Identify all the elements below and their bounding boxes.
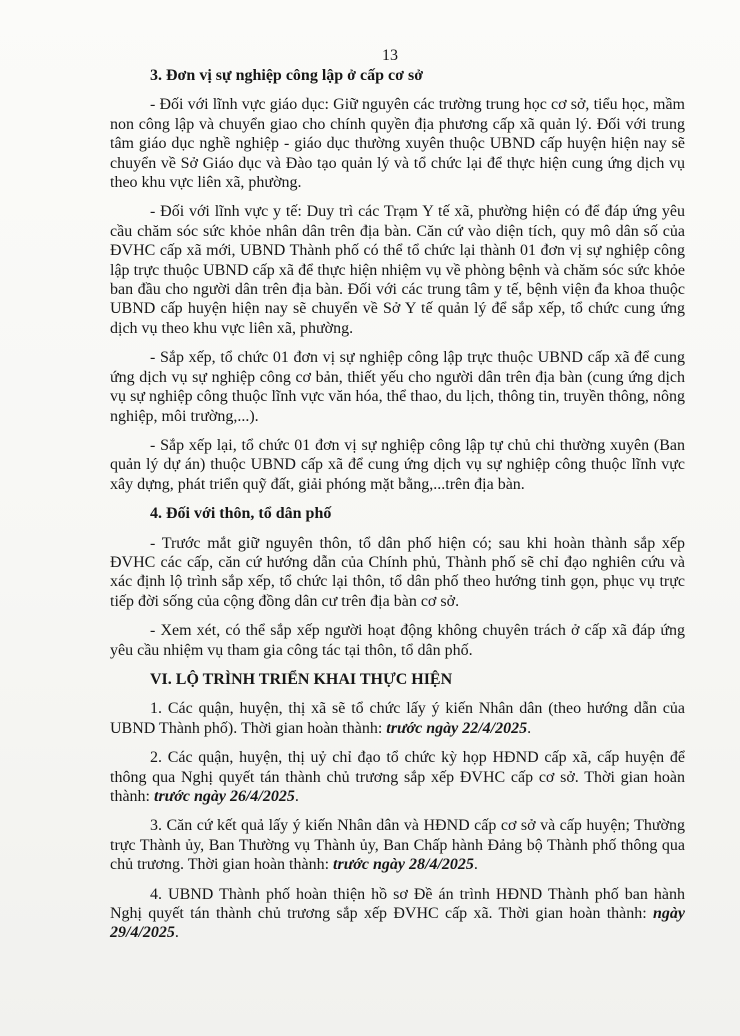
roadmap-item-4-end: . bbox=[174, 924, 179, 942]
section-3-paragraph-public-service: - Sắp xếp, tổ chức 01 đơn vị sự nghiệp công lập trực thuộc UBND cấp xã để cung ứng dịch vụ sự nghiệp công cơ bản, thiết yếu cho người dân trên địa bàn (cung ứng dịch vụ sự nghiệp công thuộc lĩnh vực văn hóa, thể thao, du lịch, thông tin, truyền thông, nông nghiệp, môi trường,...). bbox=[110, 349, 685, 425]
roadmap-item-1-end: . bbox=[527, 719, 532, 737]
roadmap-item-3 bbox=[110, 816, 685, 874]
document-body bbox=[110, 66, 685, 953]
section-3-paragraph-education: - Đối với lĩnh vực giáo dục: Giữ nguyên các trường trung học cơ sở, tiểu học, mầm non công lập và chuyển giao cho chính quyền địa phương cấp xã quản lý. Đối với trung tâm giáo dục nghề nghiệp - giáo dục thường xuyên thuộc UBND cấp huyện hiện nay sẽ chuyển về Sở Giáo dục và Đào tạo quản lý và tổ chức lại để thực hiện cung ứng dịch vụ theo khu vực liên xã, phường. bbox=[110, 96, 685, 192]
roadmap-item-4-deadline: ngày 29/4/2025 bbox=[110, 905, 685, 942]
page-number: 13 bbox=[382, 47, 398, 64]
roadmap-item-1-text: 1. Các quận, huyện, thị xã sẽ tổ chức lấy ý kiến Nhân dân (theo hướng dẫn của UBND Thành phố). Thời gian hoàn thành: bbox=[110, 700, 685, 737]
roadmap-item-4-text: 4. UBND Thành phố hoàn thiện hồ sơ Đề án trình HĐND Thành phố ban hành Nghị quyết tán thành chủ trương sắp xếp ĐVHC cấp xã. Thời gian hoàn thành: bbox=[110, 885, 685, 923]
section-3-paragraph-project-management: - Sắp xếp lại, tổ chức 01 đơn vị sự nghiệp công lập tự chủ chi thường xuyên (Ban quản lý dự án) thuộc UBND cấp xã để cung ứng dịch vụ sự nghiệp công thuộc lĩnh vực xây dựng, phát triển quỹ đất, giải phóng mặt bằng,...trên địa bàn. bbox=[110, 436, 685, 493]
section-4-paragraph-villages: - Trước mắt giữ nguyên thôn, tổ dân phố hiện có; sau khi hoàn thành sắp xếp ĐVHC các cấp, căn cứ hướng dẫn của Chính phủ, Thành phố sẽ chỉ đạo nghiên cứu và xác định lộ trình sắp xếp, tổ chức lại thôn, tổ dân phố theo hướng tinh gọn, phục vụ trực tiếp đời sống của cộng đồng dân cư trên địa bàn cơ sở. bbox=[110, 534, 685, 610]
section-3-heading: 3. Đơn vị sự nghiệp công lập ở cấp cơ sở bbox=[150, 67, 424, 84]
roadmap-item-4 bbox=[110, 885, 685, 943]
roadmap-item-1 bbox=[110, 699, 685, 738]
section-4-heading: 4. Đối với thôn, tổ dân phố bbox=[150, 505, 332, 523]
roadmap-item-3-end: . bbox=[473, 856, 478, 874]
section-4-paragraph-staff: - Xem xét, có thể sắp xếp người hoạt động không chuyên trách ở cấp xã đáp ứng yêu cầu nhiệm vụ tham gia công tác tại thôn, tổ dân phố. bbox=[110, 622, 685, 659]
roadmap-item-2-end: . bbox=[294, 788, 299, 805]
roadmap-item-3-text: 3. Căn cứ kết quả lấy ý kiến Nhân dân và HĐND cấp cơ sở và cấp huyện; Thường trực Thành ủy, Ban Thường vụ Thành ủy, Ban Chấp hành Đảng bộ Thành phố thông qua chủ trương. Thời gian hoàn thành: bbox=[110, 817, 685, 874]
roadmap-item-2 bbox=[110, 748, 685, 806]
roadmap-item-1-deadline: trước ngày 22/4/2025 bbox=[386, 719, 528, 737]
roadmap-item-3-deadline: trước ngày 28/4/2025 bbox=[333, 856, 474, 874]
roadmap-item-2-text: 2. Các quận, huyện, thị uỷ chỉ đạo tổ chức kỳ họp HĐND cấp xã, cấp huyện để thông qua Nghị quyết tán thành chủ trương sắp xếp ĐVHC cấp cơ sở. Thời gian hoàn thành: bbox=[110, 749, 685, 805]
section-3-paragraph-health: - Đối với lĩnh vực y tế: Duy trì các Trạm Y tế xã, phường hiện có để đáp ứng yêu cầu chăm sóc sức khỏe nhân dân trên địa bàn. Căn cứ vào diện tích, quy mô dân số của ĐVHC cấp xã mới, UBND Thành phố có thể tổ chức lại thành 01 đơn vị sự nghiệp công lập trực thuộc UBND cấp xã để thực hiện nhiệm vụ về phòng bệnh và chăm sóc sức khỏe ban đầu cho người dân trên địa bàn. Đối với các trung tâm y tế, bệnh viện đa khoa thuộc UBND cấp huyện hiện nay sẽ chuyển về Sở Y tế quản lý để sắp xếp, tổ chức cung ứng dịch vụ theo khu vực liên xã, phường. bbox=[110, 203, 685, 337]
roadmap-item-2-deadline: trước ngày 26/4/2025 bbox=[154, 788, 295, 805]
section-vi-heading: VI. LỘ TRÌNH TRIỂN KHAI THỰC HIỆN bbox=[150, 670, 453, 688]
